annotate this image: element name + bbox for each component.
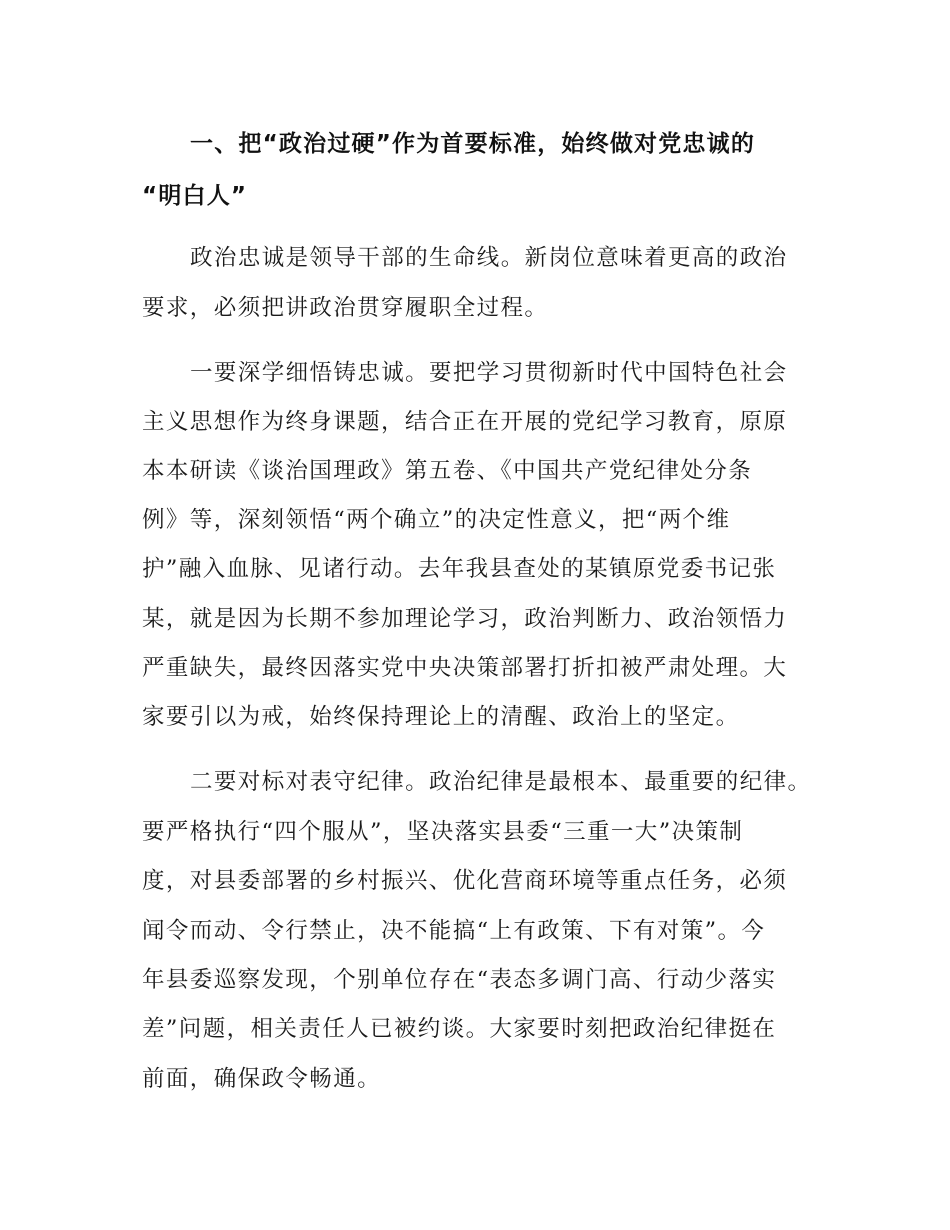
paragraph-1-line-2: 要求，必须把讲政治贯穿履职全过程。	[142, 295, 549, 321]
paragraph-2-line-6: 某，就是因为长期不参加理论学习，政治判断力、政治领悟力	[142, 606, 788, 632]
section-heading-line-1: 一、把“政治过硬”作为首要标准，始终做对党忠诚的	[190, 131, 756, 157]
paragraph-3-line-3: 度，对县委部署的乡村振兴、优化营商环境等重点任务，必须	[142, 868, 788, 894]
paragraph-2-line-3: 本本研读《谈治国理政》第五卷、《中国共产党纪律处分条	[142, 458, 753, 484]
paragraph-2-line-7: 严重缺失，最终因落实党中央决策部署打折扣被严肃处理。大	[142, 655, 788, 681]
paragraph-3-line-6: 差”问题，相关责任人已被约谈。大家要时刻把政治纪律挺在	[142, 1016, 777, 1042]
section-heading-line-2: “明白人”	[142, 183, 248, 209]
paragraph-2-line-4: 例》等，深刻领悟“两个确立”的决定性意义，把“两个维	[142, 507, 731, 533]
paragraph-3-line-7: 前面，确保政令畅通。	[142, 1066, 382, 1092]
paragraph-3-line-1: 二要对标对表守纪律。政治纪律是最根本、最重要的纪律。	[190, 769, 812, 795]
paragraph-2-line-1: 一要深学细悟铸忠诚。要把学习贯彻新时代中国特色社会	[190, 360, 788, 386]
paragraph-3-line-4: 闻令而动、令行禁止，决不能搞“上有政策、下有对策”。今	[142, 918, 766, 944]
paragraph-2-line-2: 主义思想作为终身课题，结合正在开展的党纪学习教育，原原	[142, 409, 788, 435]
paragraph-3-line-5: 年县委巡察发现，个别单位存在“表态多调门高、行动少落实	[142, 967, 777, 993]
paragraph-2-line-5: 护”融入血脉、见诸行动。去年我县查处的某镇原党委书记张	[142, 556, 777, 582]
paragraph-2-line-8: 家要引以为戒，始终保持理论上的清醒、政治上的坚定。	[142, 704, 740, 730]
paragraph-1-line-1: 政治忠诚是领导干部的生命线。新岗位意味着更高的政治	[190, 245, 788, 271]
paragraph-3-line-2: 要严格执行“四个服从”，坚决落实县委“三重一大”决策制	[142, 819, 744, 845]
